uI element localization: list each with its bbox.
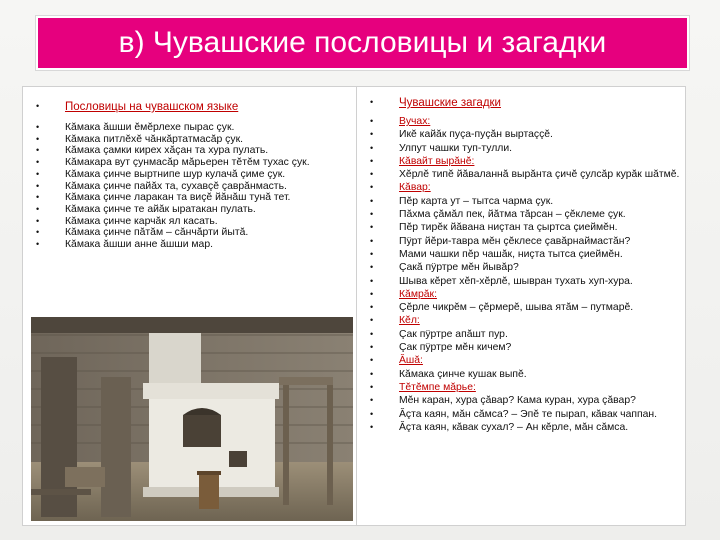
riddles-heading: Чувашские загадки [399, 97, 501, 109]
proverb-text: Кăмака çинче выртнипе шур кулачă çиме çук. [65, 168, 286, 180]
riddle-item [363, 409, 683, 420]
proverb-text: Кăмака питлĕхĕ чăнкăртатмасăр çук. [65, 133, 243, 145]
bullet-icon: • [370, 342, 374, 353]
bullet-icon: • [370, 222, 374, 233]
proverb-item [29, 216, 349, 227]
bullet-icon: • [370, 195, 374, 206]
riddle-item [363, 329, 683, 340]
riddle-item [363, 395, 683, 406]
slide-title: в) Чувашские пословицы и загадки [118, 26, 607, 59]
stove-illustration [31, 317, 353, 521]
riddle-text: Ăçта каян, мăн сăмса? – Эпĕ те пырап, кăвак чаппан. [399, 408, 658, 420]
bullet-icon: • [36, 168, 40, 179]
proverb-text: Кăмака çинче пайăх та, сухавçĕ çаврăнмасть. [65, 180, 287, 192]
bullet-icon: • [36, 157, 40, 168]
riddle-text: Кăмака çинче кушак выпĕ. [399, 368, 527, 380]
riddle-text: Пĕр тирĕк йăвана ниçтан та çыртса çиеймĕн. [399, 222, 618, 234]
riddle-item [363, 249, 683, 260]
riddle-text: Пÿрт йĕри-тавра мĕн çĕклесе çавăрнаймастăн? [399, 235, 631, 247]
bullet-icon: • [370, 288, 374, 299]
riddle-item [363, 302, 683, 313]
riddle-text: Çак пÿртре апăшт пур. [399, 328, 508, 340]
proverb-text: Кăмака çамки кирех хăçан та хура пулать. [65, 145, 269, 157]
title-bar [36, 16, 689, 70]
proverb-text: Кăмака ăшши ĕмĕрлехе пырас çук. [65, 122, 235, 133]
bullet-icon: • [370, 116, 374, 126]
riddle-text: Çакă пÿртре мĕн йывăр? [399, 262, 519, 274]
riddle-item [363, 222, 683, 233]
proverbs-panel [22, 86, 358, 526]
proverb-text: Кăмака ăшши анне ăшши мар. [65, 239, 213, 251]
bullet-icon: • [370, 209, 374, 220]
riddles-panel [356, 86, 686, 526]
bullet-icon: • [36, 239, 40, 250]
riddle-item [363, 196, 683, 207]
riddle-topic-item [363, 355, 683, 366]
bullet-icon: • [36, 101, 40, 111]
riddles-heading-item [363, 97, 683, 110]
bullet-icon: • [370, 328, 374, 339]
proverbs-list [29, 95, 349, 251]
bullet-icon: • [36, 215, 40, 226]
riddle-item [363, 276, 683, 287]
proverb-text: Кăмака çинче те айăк ыратакан пулать. [65, 203, 256, 215]
riddle-topic: Вучах: [399, 116, 431, 127]
riddle-topic-item [363, 182, 683, 193]
bullet-icon: • [36, 203, 40, 214]
bullet-icon: • [36, 133, 40, 144]
proverb-item [29, 227, 349, 238]
riddle-text: Çĕрле чикрĕм – çĕрмерĕ, шыва ятăм – путмарĕ. [399, 302, 634, 314]
proverb-item [29, 169, 349, 180]
riddle-item [363, 169, 683, 180]
riddle-topic: Ăшă: [399, 355, 423, 367]
proverb-item [29, 122, 349, 133]
riddle-text: Мами чашки пĕр чашăк, ниçта тытса çиеймĕн. [399, 248, 623, 260]
riddle-item [363, 143, 683, 154]
riddle-item [363, 236, 683, 247]
bullet-icon: • [36, 122, 40, 132]
proverb-text: Кăмакара вут çунмасăр мăрьерен тĕтĕм тухас çук. [65, 157, 310, 169]
riddle-text: Мĕн каран, хура çăвар? Кама куран, хура çăвар? [399, 395, 636, 407]
proverb-item [29, 134, 349, 145]
bullet-icon: • [370, 248, 374, 259]
riddle-topic: Кăвар: [399, 182, 431, 194]
proverb-text: Кăмака çинче ларакан та виçĕ йăнăш тунă тет. [65, 192, 291, 204]
riddle-topic-item [363, 382, 683, 393]
riddle-text: Пăхма çăмăл пек, йăтма тăрсан – çĕклеме çук. [399, 209, 626, 221]
bullet-icon: • [370, 182, 374, 193]
bullet-icon: • [370, 129, 374, 140]
bullet-icon: • [370, 97, 374, 107]
proverb-item [29, 145, 349, 156]
riddle-item [363, 342, 683, 353]
bullet-icon: • [370, 169, 374, 180]
bullet-icon: • [370, 302, 374, 313]
bullet-icon: • [370, 275, 374, 286]
bullet-icon: • [36, 180, 40, 191]
riddle-text: Пĕр карта ут – тытса чарма çук. [399, 195, 554, 207]
proverb-item [29, 157, 349, 168]
riddle-text: Шыва кĕрет хĕп-хĕрлĕ, шывран тухать хуп-хура. [399, 275, 633, 287]
bullet-icon: • [370, 262, 374, 273]
proverbs-heading: Пословицы на чувашском языке [65, 101, 239, 113]
bullet-icon: • [36, 227, 40, 238]
proverbs-heading-item [29, 101, 349, 114]
stove-photo [31, 317, 353, 521]
bullet-icon: • [370, 395, 374, 406]
bullet-icon: • [370, 155, 374, 166]
riddle-topic-item [363, 289, 683, 300]
riddle-text: Хĕрлĕ типĕ йăваланнă вырăнта çичĕ çулсăр курăк шăтмĕ. [399, 169, 680, 181]
riddle-item [363, 129, 683, 140]
riddle-text: Ăçта каян, кăвак сухал? – Ан кĕрле, мăн сăмса. [399, 421, 629, 433]
riddle-item [363, 262, 683, 273]
riddle-topic-item [363, 156, 683, 167]
riddle-topic: Кĕл: [399, 315, 420, 327]
proverb-text: Кăмака çинче карчăк ял касать. [65, 215, 218, 227]
bullet-icon: • [370, 368, 374, 379]
riddle-item [363, 209, 683, 220]
proverb-item [29, 192, 349, 203]
riddle-topic: Кăмрăк: [399, 288, 437, 300]
proverb-item [29, 204, 349, 215]
bullet-icon: • [36, 192, 40, 203]
bullet-icon: • [370, 315, 374, 326]
riddle-text: Улпут чашки туп-тулли. [399, 142, 513, 154]
bullet-icon: • [370, 355, 374, 366]
bullet-icon: • [36, 145, 40, 156]
bullet-icon: • [370, 421, 374, 432]
riddles-list [363, 89, 683, 435]
bullet-icon: • [370, 408, 374, 419]
proverb-item [29, 239, 349, 250]
riddle-topic-item [363, 315, 683, 326]
riddle-topic: Кăвайт вырăнĕ: [399, 155, 475, 167]
riddle-topic: Тĕтĕмпе мăрье: [399, 381, 476, 393]
riddle-text: Икĕ кайăк пуçа-пуçăн выртаççĕ. [399, 129, 553, 141]
bullet-icon: • [370, 381, 374, 392]
bullet-icon: • [370, 142, 374, 153]
proverb-text: Кăмака çинче пăтăм – сăнчăрти йытă. [65, 227, 249, 239]
riddle-topic-item [363, 116, 683, 127]
riddle-item [363, 422, 683, 433]
proverb-item [29, 181, 349, 192]
bullet-icon: • [370, 235, 374, 246]
riddle-item [363, 369, 683, 380]
riddle-text: Çак пÿртре мĕн кичем? [399, 342, 512, 354]
